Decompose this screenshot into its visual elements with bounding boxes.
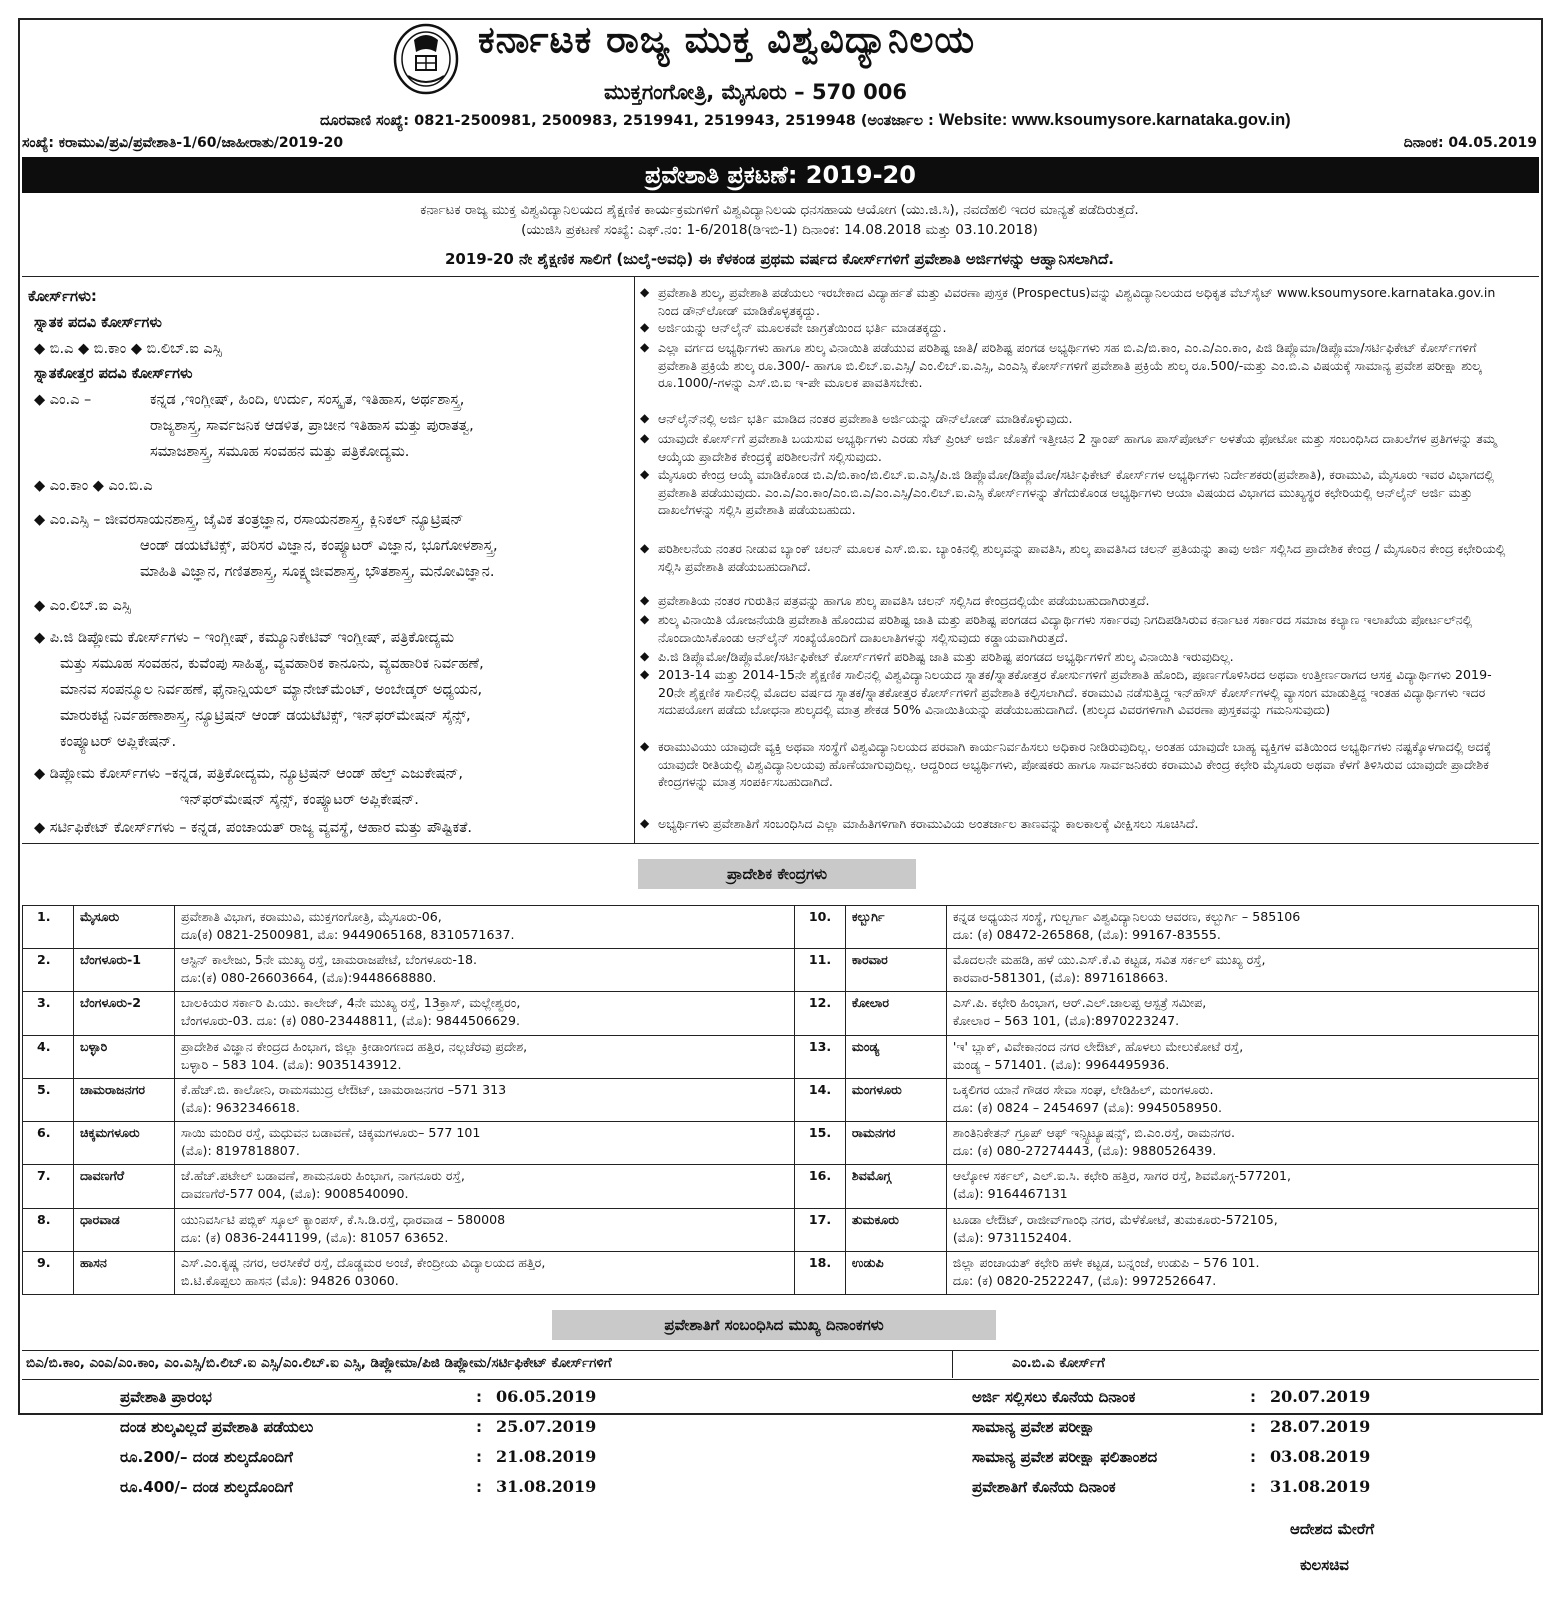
bullet-icon: ◆ [640, 593, 650, 607]
msc-subjects: ಮಾಹಿತಿ ವಿಜ್ಞಾನ, ಗಣಿತಶಾಸ್ತ್ರ, ಸೂಕ್ಷ್ಮಜೀವಶಾಸ್ತ್ರ, ಭೌತಶಾಸ್ತ್ರ, ಮನೋವಿಜ್ಞಾನ. [140, 564, 495, 580]
centre-address: ಸಾಯಿ ಮಂದಿರ ರಸ್ತೆ, ಮಧುವನ ಬಡಾವಣೆ, ಚಿಕ್ಕಮಗಳೂರು– 577 101 (ಮೊ): 8197818807. [175, 1122, 795, 1165]
date-label: ಸಾಮಾನ್ಯ ಪ್ರವೇಶ ಪರೀಕ್ಷಾ ಫಲಿತಾಂಶದ [972, 1448, 1158, 1466]
ma-label: ◆ ಎಂ.ಎ – [34, 392, 92, 408]
university-emblem-icon [392, 22, 460, 96]
bullet-icon: ◆ [640, 320, 650, 334]
date-value: 03.08.2019 [1270, 1447, 1371, 1466]
bullet-icon: ◆ [640, 431, 650, 445]
centre-address: 'ಇ' ಬ್ಲಾಕ್, ವಿವೇಕಾನಂದ ನಗರ ಲೇಔಟ್, ಹೊಳಲು ಮೇಲುಕೋಟೆ ರಸ್ತೆ, ಮಂಡ್ಯ – 571401. (ಮೊ): 9964495936. [946, 1035, 1538, 1078]
ug-heading: ಸ್ನಾತಕ ಪದವಿ ಕೋರ್ಸ್‌ಗಳು [34, 315, 162, 331]
msc-subjects: ◆ ಎಂ.ಎಸ್ಸಿ – ಜೀವರಸಾಯನಶಾಸ್ತ್ರ, ಜೈವಿಕ ತಂತ್ರಜ್ಞಾನ, ರಸಾಯನಶಾಸ್ತ್ರ, ಕ್ಲಿನಿಕಲ್ ನ್ಯೂಟ್ರಿಷನ್ [34, 512, 464, 528]
date-label: ಪ್ರವೇಶಾತಿ ಪ್ರಾರಂಭ [120, 1388, 212, 1406]
centre-address: ಎಸ್.ಪಿ. ಕಛೇರಿ ಹಿಂಭಾಗ, ಆರ್.ಎಲ್.ಜಾಲಪ್ಪ ಆಸ್ಪತ್ರೆ ಸಮೀಪ, ಕೋಲಾರ – 563 101, (ಮೊ):8970223247. [946, 992, 1538, 1035]
bullet-icon: ◆ [640, 340, 650, 354]
table-row: 1. ಮೈಸೂರು ಪ್ರವೇಶಾತಿ ವಿಭಾಗ, ಕರಾಮುವಿ, ಮುಕ್ತಗಂಗೋತ್ರಿ, ಮೈಸೂರು-06, ದೂ(ಕ) 0821-2500981, ಮೊ: 9449065168, 8310571637. 10. ಕಲ್ಬುರ್ಗಿ ಕನ್ನಡ ಅಧ್ಯಯನ ಸಂಸ್ಥೆ, ಗುಲ್ಬರ್ಗಾ ವಿಶ್ವವಿದ್ಯಾನಿಲಯ ಆವರಣ, ಕಲ್ಬುರ್ಗಿ – 585106 ದೂ: (ಕ) 08472-265868, (ಮೊ): 99167-83555. [23, 906, 1539, 949]
date-value: 25.07.2019 [496, 1417, 597, 1436]
invitation-line: 2019-20 ನೇ ಶೈಕ್ಷಣಿಕ ಸಾಲಿಗೆ (ಜುಲೈ-ಅವಧಿ) ಈ ಕೆಳಕಂಡ ಪ್ರಥಮ ವರ್ಷದ ಕೋರ್ಸ್‌ಗಳಿಗೆ ಪ್ರವೇಶಾತಿ ಅರ್ಜಿಗಳನ್ನು ಆಹ್ವಾನಿಸಲಾಗಿದೆ. [444, 250, 1114, 268]
date-value: 31.08.2019 [496, 1477, 597, 1496]
bullet-icon: ◆ [640, 285, 650, 299]
instruction-item: ◆ ಎಲ್ಲಾ ವರ್ಗದ ಅಭ್ಯರ್ಥಿಗಳು ಹಾಗೂ ಶುಲ್ಕ ವಿನಾಯಿತಿ ಪಡೆಯುವ ಪರಿಶಿಷ್ಟ ಜಾತಿ/ ಪರಿಶಿಷ್ಟ ಪಂಗಡ ಅಭ್ಯರ್ಥಿಗಳು ಸಹ ಬಿ.ಎ/ಬಿ.ಕಾಂ, ಎಂ.ಎ/ಎಂ.ಕಾಂ, ಪಿಜಿ ಡಿಪ್ಲೊಮಾ/ಡಿಪ್ಲೊಮಾ/ಸರ್ಟಿಫಿಕೇಟ್ ಕೋರ್ಸ್‌ಗಳಿಗೆ ಪ್ರವೇಶಾತಿ ಪ್ರಕ್ರಿಯೆ ಶುಲ್ಕ ರೂ.300/- ಹಾಗೂ ಬಿ.ಲಿಬ್.ಐ.ಎಸ್ಸಿ/ ಎಂ.ಲಿಬ್.ಐ.ಎಸ್ಸಿ, ಎಂಎಸ್ಸಿ ಕೋರ್ಸ್‌ಗಳಿಗೆ ಪ್ರವೇಶಾತಿ ಪ್ರಕ್ರಿಯೆ ಶುಲ್ಕ ರೂ.500/-ಮತ್ತು ಎಂ.ಬಿ.ಎ ವಿಷಯಕ್ಕೆ ಸಾಮಾನ್ಯ ಪ್ರವೇಶ ಪರೀಕ್ಷಾ ಶುಲ್ಕ ರೂ.1000/-ಗಳನ್ನು ಎಸ್.ಬಿ.ಐ ಇ-ಪೇ ಮೂಲಕ ಪಾವತಿಸಬೇಕು. [640, 340, 1482, 390]
divider [22, 276, 1539, 277]
centre-address: ಶಾಂತಿನಿಕೇತನ್ ಗ್ರೂಪ್ ಆಫ್ ಇನ್ಸ್ಟಿಟ್ಯೂಷನ್ಸ್, ಬಿ.ಎಂ.ರಸ್ತೆ, ರಾಮನಗರ. ದೂ: (ಕ) 080-27274443, (ಮೊ): 9880526439. [946, 1122, 1538, 1165]
pg-diploma: ಮಾರುಕಟ್ಟೆ ನಿರ್ವಹಣಾಶಾಸ್ತ್ರ, ನ್ಯೂಟ್ರಿಷನ್ ಆಂಡ್ ಡಯಟೆಟಿಕ್ಸ್, ಇನ್‌ಫರ್‌ಮೇಷನ್ ಸೈನ್ಸ್, [60, 708, 471, 724]
instruction-item: ◆ ಮೈಸೂರು ಕೇಂದ್ರ ಆಯ್ಕೆ ಮಾಡಿಕೊಂಡ ಬಿ.ಎ/ಬಿ.ಕಾಂ/ಬಿ.ಲಿಬ್.ಐ.ಎಸ್ಸಿ/ಪಿ.ಜಿ ಡಿಪ್ಲೊಮೋ/ಡಿಪ್ಲೊಮೋ/ಸರ್ಟಿಫಿಕೇಟ್ ಕೋರ್ಸ್‌ಗಳ ಅಭ್ಯರ್ಥಿಗಳು ನಿರ್ದೇಶಕರು(ಪ್ರವೇಶಾತಿ), ಕರಾಮುವಿ, ಮೈಸೂರು ಇವರ ವಿಭಾಗದಲ್ಲಿ ಪ್ರವೇಶಾತಿ ಪಡೆಯುವುದು. ಎಂ.ಎ/ಎಂ.ಕಾಂ/ಎಂ.ಬಿ.ಎ/ಎಂ.ಎಸ್ಸಿ/ಎಂ.ಲಿಬ್.ಐ.ಎಸ್ಸಿ ಕೋರ್ಸ್‌ಗಳನ್ನು ತೆಗೆದುಕೊಂಡ ಅಭ್ಯರ್ಥಿಗಳು ಆಯಾ ವಿಷಯದ ವಿಭಾಗದ ಮುಖ್ಯಸ್ಥರ ಕಛೇರಿಯಲ್ಲಿ ಆನ್‌ಲೈನ್ ಅರ್ಜಿ ಮತ್ತು ದಾಖಲೆಗಳನ್ನು ಸಲ್ಲಿಸಿ ಪ್ರವೇಶಾತಿ ಪಡೆಯಬಹುದು. [640, 467, 1494, 517]
dates-right-heading: ಎಂ.ಬಿ.ಎ ಕೋರ್ಸ್‌ಗೆ [1012, 1355, 1105, 1371]
instruction-item: ◆ ಪರಿಶೀಲನೆಯ ನಂತರ ನೀಡುವ ಬ್ಯಾಂಕ್ ಚಲನ್ ಮೂಲಕ ಎಸ್.ಬಿ.ಐ. ಬ್ಯಾಂಕಿನಲ್ಲಿ ಶುಲ್ಕವನ್ನು ಪಾವತಿಸಿ, ಶುಲ್ಕ ಪಾವತಿಸಿದ ಚಲನ್ ಪ್ರತಿಯನ್ನು ತಾವು ಅರ್ಜಿ ಸಲ್ಲಿಸಿದ ಪ್ರಾದೇಶಿಕ ಕೇಂದ್ರ / ಮೈಸೂರಿನ ಕೇಂದ್ರ ಕಛೇರಿಯಲ್ಲಿ ಸಲ್ಲಿಸಿ ಪ್ರವೇಶಾತಿ ಪಡೆಯಬಹುದಾಗಿದೆ. [640, 541, 1506, 574]
ma-subjects: ಕನ್ನಡ ,ಇಂಗ್ಲೀಷ್, ಹಿಂದಿ, ಉರ್ದು, ಸಂಸ್ಕೃತ, ಇತಿಹಾಸ, ಅರ್ಥಶಾಸ್ತ್ರ, [150, 392, 465, 408]
centre-address: ಬಾಲಕಿಯರ ಸರ್ಕಾರಿ ಪಿ.ಯು. ಕಾಲೇಜ್, 4ನೇ ಮುಖ್ಯ ರಸ್ತೆ, 13ಕ್ರಾಸ್, ಮಲ್ಲೇಶ್ವರಂ, ಬೆಂಗಳೂರು-03. ದೂ: (ಕ) 080-23448811, (ಮೊ): 9844506629. [175, 992, 795, 1035]
table-row: 8. ಧಾರವಾಡ ಯುನಿವರ್ಸಿಟಿ ಪಬ್ಲಿಕ್ ಸ್ಕೂಲ್ ಕ್ಯಾಂಪಸ್, ಕೆ.ಸಿ.ಡಿ.ರಸ್ತೆ, ಧಾರವಾಡ – 580008 ದೂ: (ಕ) 0836-2441199, (ಮೊ): 81057 63652. 17. ತುಮಕೂರು ಟೂಡಾ ಲೇಔಟ್, ರಾಜೀವ್‌ಗಾಂಧಿ ನಗರ, ಮೆಳೆಕೋಟೆ, ತುಮಕೂರು-572105, (ಮೊ): 9731152404. [23, 1208, 1539, 1251]
diploma-courses: ಇನ್‌ಫರ್‌ಮೇಷನ್ ಸೈನ್ಸ್, ಕಂಪ್ಯೂಟರ್ ಅಪ್ಲಿಕೇಷನ್. [180, 792, 419, 808]
phone-numbers: ದೂರವಾಣಿ ಸಂಖ್ಯೆ: 0821-2500981, 2500983, 2519941, 2519943, 2519948 (ಅಂತರ್ಜಾಲ : [320, 113, 934, 129]
bullet-icon: ◆ [640, 667, 650, 681]
instruction-item: ◆ ಯಾವುದೇ ಕೋರ್ಸ್‌ಗೆ ಪ್ರವೇಶಾತಿ ಬಯಸುವ ಅಭ್ಯರ್ಥಿಗಳು ಎರಡು ಸೆಟ್ ಪ್ರಿಂಟ್ ಅರ್ಜಿ ಜೊತೆಗೆ ಇತ್ತೀಚಿನ 2 ಸ್ಟಾಂಪ್ ಹಾಗೂ ಪಾಸ್‌ಪೋರ್ಟ್ ಅಳತೆಯ ಫೋಟೋ ಮತ್ತು ಸಂಬಂಧಿಸಿದ ದಾಖಲೆಗಳ ಪ್ರತಿಗಳನ್ನು ತಮ್ಮ ಆಯ್ಕೆಯ ಪ್ರಾದೇಶಿಕ ಕೇಂದ್ರಕ್ಕೆ ಪರಿಶೀಲನೆಗೆ ಸಲ್ಲಿಸುವುದು. [640, 431, 1497, 464]
date-value: 31.08.2019 [1270, 1477, 1371, 1496]
bullet-icon: ◆ [640, 816, 650, 830]
ug-course-list: ◆ ಬಿ.ಎ ◆ ಬಿ.ಕಾಂ ◆ ಬಿ.ಲಿಬ್.ಐ ಎಸ್ಸಿ [34, 341, 222, 357]
table-row: 5. ಚಾಮರಾಜನಗರ ಕೆ.ಹೆಚ್.ಬಿ. ಕಾಲೋನಿ, ರಾಮಸಮುದ್ರ ಲೇಔಟ್, ಚಾಮರಾಜನಗರ –571 313 (ಮೊ): 9632346618. 14. ಮಂಗಳೂರು ಒಕ್ಕಲಿಗರ ಯಾನೆ ಗೌಡರ ಸೇವಾ ಸಂಘ, ಲೇಡಿಹಿಲ್, ಮಂಗಳೂರು. ದೂ: (ಕ) 0824 – 2454697 (ಮೊ): 9945058950. [23, 1078, 1539, 1121]
instruction-item: ◆ ಪ್ರವೇಶಾತಿಯ ನಂತರ ಗುರುತಿನ ಪತ್ರವನ್ನು ಹಾಗೂ ಶುಲ್ಕ ಪಾವತಿಸಿ ಚಲನ್ ಸಲ್ಲಿಸಿದ ಕೇಂದ್ರದಲ್ಲಿಯೇ ಪಡೆಯಬಹುದಾಗಿರುತ್ತದೆ. [640, 593, 1150, 608]
pg-diploma: ಕಂಪ್ಯೂಟರ್ ಅಪ್ಲಿಕೇಷನ್. [60, 734, 177, 750]
ma-subjects: ರಾಜ್ಯಶಾಸ್ತ್ರ, ಸಾರ್ವಜನಿಕ ಆಡಳಿತ, ಪ್ರಾಚೀನ ಇತಿಹಾಸ ಮತ್ತು ಪುರಾತತ್ವ, [150, 418, 474, 434]
table-row: 4. ಬಳ್ಳಾರಿ ಪ್ರಾದೇಶಿಕ ವಿಜ್ಞಾನ ಕೇಂದ್ರದ ಹಿಂಭಾಗ, ಜಿಲ್ಲಾ ಕ್ರೀಡಾಂಗಣದ ಹತ್ತಿರ, ನಲ್ಲಚೆರವು ಪ್ರದೇಶ, ಬಳ್ಳಾರಿ – 583 104. (ಮೊ): 9035143912. 13. ಮಂಡ್ಯ 'ಇ' ಬ್ಲಾಕ್, ವಿವೇಕಾನಂದ ನಗರ ಲೇಔಟ್, ಹೊಳಲು ಮೇಲುಕೋಟೆ ರಸ್ತೆ, ಮಂಡ್ಯ – 571401. (ಮೊ): 9964495936. [23, 1035, 1539, 1078]
date-value: 06.05.2019 [496, 1387, 597, 1406]
centre-address: ಪ್ರವೇಶಾತಿ ವಿಭಾಗ, ಕರಾಮುವಿ, ಮುಕ್ತಗಂಗೋತ್ರಿ, ಮೈಸೂರು-06, ದೂ(ಕ) 0821-2500981, ಮೊ: 9449065168, 8310571637. [175, 906, 795, 949]
centre-address: ಮೊದಲನೇ ಮಹಡಿ, ಹಳೆ ಯು.ಎಸ್.ಕೆ.ವಿ ಕಟ್ಟಡ, ಸವಿತ ಸರ್ಕಲ್ ಮುಖ್ಯ ರಸ್ತೆ, ಕಾರವಾರ-581301, (ಮೊ): 8971618663. [946, 949, 1538, 992]
admission-banner: ಪ್ರವೇಶಾತಿ ಪ್ರಕಟಣೆ: 2019-20 [22, 157, 1539, 193]
regional-centres-table [22, 905, 1539, 1295]
pg-diploma: ಮಾನವ ಸಂಪನ್ಮೂಲ ನಿರ್ವಹಣೆ, ಫೈನಾನ್ಷಿಯಲ್ ಮ್ಯಾನೇಜ್‌ಮೆಂಟ್, ಅಂಬೇಡ್ಕರ್ ಅಧ್ಯಯನ, [60, 682, 483, 698]
date-label: ಅರ್ಜಿ ಸಲ್ಲಿಸಲು ಕೊನೆಯ ದಿನಾಂಕ [972, 1388, 1136, 1406]
contact-line [320, 111, 1291, 130]
centre-address: ಎಸ್.ಎಂ.ಕೃಷ್ಣ ನಗರ, ಅರಸೀಕೆರೆ ರಸ್ತೆ, ದೊಡ್ಡಮರ ಅಂಚೆ, ಕೇಂದ್ರೀಯ ವಿದ್ಯಾಲಯದ ಹತ್ತಿರ, ಬಿ.ಟಿ.ಕೊಪ್ಪಲು ಹಾಸನ (ಮೊ): 94826 03060. [175, 1251, 795, 1294]
date-value: 20.07.2019 [1270, 1387, 1371, 1406]
ugc-reference: (ಯುಜಿಸಿ ಪ್ರಕಟಣೆ ಸಂಖ್ಯೆ: ಎಫ್.ನಂ: 1-6/2018(ಡಿಇಬಿ-1) ದಿನಾಂಕ: 14.08.2018 ಮತ್ತು 03.10.2018) [521, 222, 1038, 238]
instruction-item: ◆ 2013-14 ಮತ್ತು 2014-15ನೇ ಶೈಕ್ಷಣಿಕ ಸಾಲಿನಲ್ಲಿ ವಿಶ್ವವಿದ್ಯಾನಿಲಯದ ಸ್ನಾತಕ/ಸ್ನಾತಕೋತ್ತರ ಕೋರ್ಸುಗಳಿಗೆ ಪ್ರವೇಶಾತಿ ಹೊಂದಿ, ಪೂರ್ಣಗೊಳಿಸಿರದ ಅಥವಾ ಉತ್ತೀರ್ಣರಾಗದ ಆಸಕ್ತ ವಿದ್ಯಾರ್ಥಿಗಳು 2019-20ನೇ ಶೈಕ್ಷಣಿಕ ಸಾಲಿನಲ್ಲಿ ಮೊದಲ ವರ್ಷದ ಸ್ನಾತಕ/ಸ್ನಾತಕೋತ್ತರ ಕೋರ್ಸ್‌ಗಳಿಗೆ ಪ್ರವೇಶಾತಿ ಕಲ್ಪಿಸಲಾಗಿದೆ. ಕರಾಮುವಿ ನಡೆಸುತ್ತಿದ್ದ ಇನ್‌ಹೌಸ್ ಕೋರ್ಸ್‌ಗಳಲ್ಲಿ ವ್ಯಾಸಂಗ ಮಾಡುತ್ತಿದ್ದ ಇಂತಹ ವಿದ್ಯಾರ್ಥಿಗಳು ಇದರ ಸದುಪಯೋಗ ಪಡೆದು ಬೋಧನಾ ಶುಲ್ಕದಲ್ಲಿ ಮಾತ್ರ ಶೇಕಡ 50% ವಿನಾಯಿತಿಯನ್ನು ಪಡೆಯಬಹುದಾಗಿದೆ. (ಶುಲ್ಕದ ವಿವರಗಳಿಗಾಗಿ ವಿವರಣಾ ಪುಸ್ತಕವನ್ನು ಗಮನಿಸುವುದು) [640, 667, 1492, 717]
date-label: ಸಾಮಾನ್ಯ ಪ್ರವೇಶ ಪರೀಕ್ಷಾ [972, 1418, 1095, 1436]
centre-address: ಕೆ.ಹೆಚ್.ಬಿ. ಕಾಲೋನಿ, ರಾಮಸಮುದ್ರ ಲೇಔಟ್, ಚಾಮರಾಜನಗರ –571 313 (ಮೊ): 9632346618. [175, 1078, 795, 1121]
date-label: ರೂ.200/– ದಂಡ ಶುಲ್ಕದೊಂದಿಗೆ [120, 1448, 293, 1466]
centre-address: ಜೆ.ಹೆಚ್.ಪಟೇಲ್ ಬಡಾವಣೆ, ಶಾಮನೂರು ಹಿಂಭಾಗ, ನಾಗನೂರು ರಸ್ತೆ, ದಾವಣಗೆರೆ-577 004, (ಮೊ): 9008540090. [175, 1165, 795, 1208]
centre-address: ಒಕ್ಕಲಿಗರ ಯಾನೆ ಗೌಡರ ಸೇವಾ ಸಂಘ, ಲೇಡಿಹಿಲ್, ಮಂಗಳೂರು. ದೂ: (ಕ) 0824 – 2454697 (ಮೊ): 9945058950. [946, 1078, 1538, 1121]
pg-diploma: ಮತ್ತು ಸಮೂಹ ಸಂವಹನ, ಕುವೆಂಪು ಸಾಹಿತ್ಯ, ವ್ಯವಹಾರಿಕ ಕಾನೂನು, ವ್ಯವಹಾರಿಕ ನಿರ್ವಹಣೆ, [60, 656, 484, 672]
signatory: ಕುಲಸಚಿವ [1300, 1556, 1349, 1574]
bullet-icon: ◆ [640, 649, 650, 663]
university-address: ಮುಕ್ತಗಂಗೋತ್ರಿ, ಮೈಸೂರು – 570 006 [604, 80, 907, 104]
instruction-item: ◆ ಪಿ.ಜಿ ಡಿಪ್ಲೊಮೋ/ಡಿಪ್ಲೊಮೋ/ಸರ್ಟಿಫಿಕೇಟ್ ಕೋರ್ಸ್‌ಗಳಿಗೆ ಪರಿಶಿಷ್ಟ ಜಾತಿ ಮತ್ತು ಪರಿಶಿಷ್ಟ ಪಂಗಡದ ಅಭ್ಯರ್ಥಿಗಳಿಗೆ ಶುಲ್ಕ ವಿನಾಯಿತಿ ಇರುವುದಿಲ್ಲ. [640, 649, 1234, 664]
ugc-recognition: ಕರ್ನಾಟಕ ರಾಜ್ಯ ಮುಕ್ತ ವಿಶ್ವವಿದ್ಯಾನಿಲಯದ ಶೈಕ್ಷಣಿಕ ಕಾರ್ಯಕ್ರಮಗಳಿಗೆ ವಿಶ್ವವಿದ್ಯಾನಿಲಯ ಧನಸಹಾಯ ಆಯೋಗ (ಯು.ಜಿ.ಸಿ), ನವದೆಹಲಿ ಇದರ ಮಾನ್ಯತೆ ಪಡೆದಿರುತ್ತದೆ. [420, 202, 1139, 218]
centre-address: ಯುನಿವರ್ಸಿಟಿ ಪಬ್ಲಿಕ್ ಸ್ಕೂಲ್ ಕ್ಯಾಂಪಸ್, ಕೆ.ಸಿ.ಡಿ.ರಸ್ತೆ, ಧಾರವಾಡ – 580008 ದೂ: (ಕ) 0836-2441199, (ಮೊ): 81057 63652. [175, 1208, 795, 1251]
notification-page: ಕರ್ನಾಟಕ ರಾಜ್ಯ ಮುಕ್ತ ವಿಶ್ವವಿದ್ಯಾನಿಲಯ ಮುಕ್ತಗಂಗೋತ್ರಿ, ಮೈಸೂರು – 570 006 ದೂರವಾಣಿ ಸಂಖ್ಯೆ: 0821-2500981, 2500983, 2519941, 2519943, 2519948 (ಅಂತರ್ಜಾಲ : Website: www.ksoumysore.karnataka.gov.in) ಸಂಖ್ಯೆ: ಕರಾಮುವಿ/ಪ್ರವಿ/ಪ್ರವೇಶಾತಿ-1/60/ಜಾಹೀರಾತು/2019-20 ದಿನಾಂಕ: 04.05.2019 ಪ್ರವೇಶಾತಿ ಪ್ರಕಟಣೆ: 2019-20 ಕರ್ನಾಟಕ ರಾಜ್ಯ ಮುಕ್ತ ವಿಶ್ವವಿದ್ಯಾನಿಲಯದ ಶೈಕ್ಷಣಿಕ ಕಾರ್ಯಕ್ರಮಗಳಿಗೆ ವಿಶ್ವವಿದ್ಯಾನಿಲಯ ಧನಸಹಾಯ ಆಯೋಗ (ಯು.ಜಿ.ಸಿ), ನವದೆಹಲಿ ಇದರ ಮಾನ್ಯತೆ ಪಡೆದಿರುತ್ತದೆ. (ಯುಜಿಸಿ ಪ್ರಕಟಣೆ ಸಂಖ್ಯೆ: ಎಫ್.ನಂ: 1-6/2018(ಡಿಇಬಿ-1) ದಿನಾಂಕ: 14.08.2018 ಮತ್ತು 03.10.2018) 2019-20 ನೇ ಶೈಕ್ಷಣಿಕ ಸಾಲಿಗೆ (ಜುಲೈ-ಅವಧಿ) ಈ ಕೆಳಕಂಡ ಪ್ರಥಮ ವರ್ಷದ ಕೋರ್ಸ್‌ಗಳಿಗೆ ಪ್ರವೇಶಾತಿ ಅರ್ಜಿಗಳನ್ನು ಆಹ್ವಾನಿಸಲಾಗಿದೆ. ಕೋರ್ಸ್‌ಗಳು: ಸ್ನಾತಕ ಪದವಿ ಕೋರ್ಸ್‌ಗಳು ◆ ಬಿ.ಎ ◆ ಬಿ.ಕಾಂ ◆ ಬಿ.ಲಿಬ್.ಐ ಎಸ್ಸಿ ಸ್ನಾತಕೋತ್ತರ ಪದವಿ ಕೋರ್ಸ್‌ಗಳು ◆ ಎಂ.ಎ – ಕನ್ನಡ ,ಇಂಗ್ಲೀಷ್, ಹಿಂದಿ, ಉರ್ದು, ಸಂಸ್ಕೃತ, ಇತಿಹಾಸ, ಅರ್ಥಶಾಸ್ತ್ರ, ರಾಜ್ಯಶಾಸ್ತ್ರ, ಸಾರ್ವಜನಿಕ ಆಡಳಿತ, ಪ್ರಾಚೀನ ಇತಿಹಾಸ ಮತ್ತು ಪುರಾತತ್ವ, ಸಮಾಜಶಾಸ್ತ್ರ, ಸಮೂಹ ಸಂವಹನ ಮತ್ತು ಪತ್ರಿಕೋದ್ಯಮ. ◆ ಎಂ.ಕಾಂ ◆ ಎಂ.ಬಿ.ಎ ◆ ಎಂ.ಎಸ್ಸಿ – ಜೀವರಸಾಯನಶಾಸ್ತ್ರ, ಜೈವಿಕ ತಂತ್ರಜ್ಞಾನ, ರಸಾಯನಶಾಸ್ತ್ರ, ಕ್ಲಿನಿಕಲ್ ನ್ಯೂಟ್ರಿಷನ್ ಆಂಡ್ ಡಯಟೆಟಿಕ್ಸ್, ಪರಿಸರ ವಿಜ್ಞಾನ, ಕಂಪ್ಯೂಟರ್ ವಿಜ್ಞಾನ, ಭೂಗೋಳಶಾಸ್ತ್ರ, ಮಾಹಿತಿ ವಿಜ್ಞಾನ, ಗಣಿತಶಾಸ್ತ್ರ, ಸೂಕ್ಷ್ಮಜೀವಶಾಸ್ತ್ರ, ಭೌತಶಾಸ್ತ್ರ, ಮನೋವಿಜ್ಞಾನ. ◆ ಎಂ.ಲಿಬ್.ಐ ಎಸ್ಸಿ ◆ ಪಿ.ಜಿ ಡಿಪ್ಲೋಮ ಕೋರ್ಸ್‌ಗಳು – ಇಂಗ್ಲೀಷ್, ಕಮ್ಯೂನಿಕೇಟಿವ್ ಇಂಗ್ಲೀಷ್, ಪತ್ರಿಕೋದ್ಯಮ ಮತ್ತು ಸಮೂಹ ಸಂವಹನ, ಕುವೆಂಪು ಸಾಹಿತ್ಯ, ವ್ಯವಹಾರಿಕ ಕಾನೂನು, ವ್ಯವಹಾರಿಕ ನಿರ್ವಹಣೆ, ಮಾನವ ಸಂಪನ್ಮೂಲ ನಿರ್ವಹಣೆ, ಫೈನಾನ್ಷಿಯಲ್ ಮ್ಯಾನೇಜ್‌ಮೆಂಟ್, ಅಂಬೇಡ್ಕರ್ ಅಧ್ಯಯನ, ಮಾರುಕಟ್ಟೆ ನಿರ್ವಹಣಾಶಾಸ್ತ್ರ, ನ್ಯೂಟ್ರಿಷನ್ ಆಂಡ್ ಡಯಟೆಟಿಕ್ಸ್, ಇನ್‌ಫರ್‌ಮೇಷನ್ ಸೈನ್ಸ್, ಕಂಪ್ಯೂಟರ್ ಅಪ್ಲಿಕೇಷನ್. ◆ ಡಿಪ್ಲೋಮ ಕೋರ್ಸ್‌ಗಳು –ಕನ್ನಡ, ಪತ್ರಿಕೋದ್ಯಮ, ನ್ಯೂಟ್ರಿಷನ್ ಆಂಡ್ ಹೆಲ್ತ್ ಎಜುಕೇಷನ್, ಇನ್‌ಫರ್‌ಮೇಷನ್ ಸೈನ್ಸ್, ಕಂಪ್ಯೂಟರ್ ಅಪ್ಲಿಕೇಷನ್. ◆ ಸರ್ಟಿಫಿಕೇಟ್ ಕೋರ್ಸ್‌ಗಳು – ಕನ್ನಡ, ಪಂಚಾಯತ್ ರಾಜ್ಯ ವ್ಯವಸ್ಥೆ, ಆಹಾರ ಮತ್ತು ಪೌಷ್ಟಿಕತೆ. ◆ ಪ್ರವೇಶಾತಿ ಶುಲ್ಕ, ಪ್ರವೇಶಾತಿ ಪಡೆಯಲು ಇರಬೇಕಾದ ವಿದ್ಯಾರ್ಹತೆ ಮತ್ತು ವಿವರಣಾ ಪುಸ್ತಕ (Prospectus)ವನ್ನು ವಿಶ್ವವಿದ್ಯಾನಿಲಯದ ಅಧಿಕೃತ ವೆಬ್‌ಸೈಟ್ www.ksoumysore.karnataka.gov.in ನಿಂದ ಡೌನ್‌ಲೋಡ್ ಮಾಡಿಕೊಳ್ಳತಕ್ಕದ್ದು. ◆ ಅರ್ಜಿಯನ್ನು ಆನ್‌ಲೈನ್ ಮೂಲಕವೇ ಜಾಗ್ರತೆಯಿಂದ ಭರ್ತಿ ಮಾಡತಕ್ಕದ್ದು. ◆ ಎಲ್ಲಾ ವರ್ಗದ ಅಭ್ಯರ್ಥಿಗಳು ಹಾಗೂ ಶುಲ್ಕ ವಿನಾಯಿತಿ ಪಡೆಯುವ ಪರಿಶಿಷ್ಟ ಜಾತಿ/ ಪರಿಶಿಷ್ಟ ಪಂಗಡ ಅಭ್ಯರ್ಥಿಗಳು ಸಹ ಬಿ.ಎ/ಬಿ.ಕಾಂ, ಎಂ.ಎ/ಎಂ.ಕಾಂ, ಪಿಜಿ ಡಿಪ್ಲೊಮಾ/ಡಿಪ್ಲೊಮಾ/ಸರ್ಟಿಫಿಕೇಟ್ ಕೋರ್ಸ್‌ಗಳಿಗೆ ಪ್ರವೇಶಾತಿ ಪ್ರಕ್ರಿಯೆ ಶುಲ್ಕ ರೂ.300/- ಹಾಗೂ ಬಿ.ಲಿಬ್.ಐ.ಎಸ್ಸಿ/ ಎಂ.ಲಿಬ್.ಐ.ಎಸ್ಸಿ, ಎಂಎಸ್ಸಿ ಕೋರ್ಸ್‌ಗಳಿಗೆ ಪ್ರವೇಶಾತಿ ಪ್ರಕ್ರಿಯೆ ಶುಲ್ಕ ರೂ.500/-ಮತ್ತು ಎಂ.ಬಿ.ಎ ವಿಷಯಕ್ಕೆ ಸಾಮಾನ್ಯ ಪ್ರವೇಶ ಪರೀಕ್ಷಾ ಶುಲ್ಕ ರೂ.1000/-ಗಳನ್ನು ಎಸ್.ಬಿ.ಐ ಇ-ಪೇ ಮೂಲಕ ಪಾವತಿಸಬೇಕು. ◆ ಆನ್‌ಲೈನ್‌ನಲ್ಲಿ ಅರ್ಜಿ ಭರ್ತಿ ಮಾಡಿದ ನಂತರ ಪ್ರವೇಶಾತಿ ಅರ್ಜಿಯನ್ನು ಡೌನ್‌ಲೋಡ್ ಮಾಡಿಕೊಳ್ಳುವುದು. ◆ ಯಾವುದೇ ಕೋರ್ಸ್‌ಗೆ ಪ್ರವೇಶಾತಿ ಬಯಸುವ ಅಭ್ಯರ್ಥಿಗಳು ಎರಡು ಸೆಟ್ ಪ್ರಿಂಟ್ ಅರ್ಜಿ ಜೊತೆಗೆ ಇತ್ತೀಚಿನ 2 ಸ್ಟಾಂಪ್ ಹಾಗೂ ಪಾಸ್‌ಪೋರ್ಟ್ ಅಳತೆಯ ಫೋಟೋ ಮತ್ತು ಸಂಬಂಧಿಸಿದ ದಾಖಲೆಗಳ ಪ್ರತಿಗಳನ್ನು ತಮ್ಮ ಆಯ್ಕೆಯ ಪ್ರಾದೇಶಿಕ ಕೇಂದ್ರಕ್ಕೆ ಪರಿಶೀಲನೆಗೆ ಸಲ್ಲಿಸುವುದು. ◆ ಮೈಸೂರು ಕೇಂದ್ರ ಆಯ್ಕೆ ಮಾಡಿಕೊಂಡ ಬಿ.ಎ/ಬಿ.ಕಾಂ/ಬಿ.ಲಿಬ್.ಐ.ಎಸ್ಸಿ/ಪಿ.ಜಿ ಡಿಪ್ಲೊಮೋ/ಡಿಪ್ಲೊಮೋ/ಸರ್ಟಿಫಿಕೇಟ್ ಕೋರ್ಸ್‌ಗಳ ಅಭ್ಯರ್ಥಿಗಳು ನಿರ್ದೇಶಕರು(ಪ್ರವೇಶಾತಿ), ಕರಾಮುವಿ, ಮೈಸೂರು ಇವರ ವಿಭಾಗದಲ್ಲಿ ಪ್ರವೇಶಾತಿ ಪಡೆಯುವುದು. ಎಂ.ಎ/ಎಂ.ಕಾಂ/ಎಂ.ಬಿ.ಎ/ಎಂ.ಎಸ್ಸಿ/ಎಂ.ಲಿಬ್.ಐ.ಎಸ್ಸಿ ಕೋರ್ಸ್‌ಗಳನ್ನು ತೆಗೆದುಕೊಂಡ ಅಭ್ಯರ್ಥಿಗಳು ಆಯಾ ವಿಷಯದ ವಿಭಾಗದ ಮುಖ್ಯಸ್ಥರ ಕಛೇರಿಯಲ್ಲಿ ಆನ್‌ಲೈನ್ ಅರ್ಜಿ ಮತ್ತು ದಾಖಲೆಗಳನ್ನು ಸಲ್ಲಿಸಿ ಪ್ರವೇಶಾತಿ ಪಡೆಯಬಹುದು. ◆ ಪರಿಶೀಲನೆಯ ನಂತರ ನೀಡುವ ಬ್ಯಾಂಕ್ ಚಲನ್ ಮೂಲಕ ಎಸ್.ಬಿ.ಐ. ಬ್ಯಾಂಕಿನಲ್ಲಿ ಶುಲ್ಕವನ್ನು ಪಾವತಿಸಿ, ಶುಲ್ಕ ಪಾವತಿಸಿದ ಚಲನ್ ಪ್ರತಿಯನ್ನು ತಾವು ಅರ್ಜಿ ಸಲ್ಲಿಸಿದ ಪ್ರಾದೇಶಿಕ ಕೇಂದ್ರ / ಮೈಸೂರಿನ ಕೇಂದ್ರ ಕಛೇರಿಯಲ್ಲಿ ಸಲ್ಲಿಸಿ ಪ್ರವೇಶಾತಿ ಪಡೆಯಬಹುದಾಗಿದೆ. ◆ ಪ್ರವೇಶಾತಿಯ ನಂತರ ಗುರುತಿನ ಪತ್ರವನ್ನು ಹಾಗೂ ಶುಲ್ಕ ಪಾವತಿಸಿ ಚಲನ್ ಸಲ್ಲಿಸಿದ ಕೇಂದ್ರದಲ್ಲಿಯೇ ಪಡೆಯಬಹುದಾಗಿರುತ್ತದೆ. ◆ ಶುಲ್ಕ ವಿನಾಯಿತಿ ಯೋಜನೆಯಡಿ ಪ್ರವೇಶಾತಿ ಹೊಂದುವ ಪರಿಶಿಷ್ಟ ಜಾತಿ ಮತ್ತು ಪರಿಶಿಷ್ಟ ಪಂಗಡದ ವಿದ್ಯಾರ್ಥಿಗಳು ಸರ್ಕಾರವು ನಿಗದಿಪಡಿಸಿರುವ ಕರ್ನಾಟಕ ಸರ್ಕಾರದ ಸಮಾಜ ಕಲ್ಯಾಣ ಇಲಾಖೆಯ ಪೋರ್ಟಲ್‌ನಲ್ಲಿ ನೊಂದಾಯಿಸಿಕೊಂಡು ಆನ್‌ಲೈನ್ ಸಂಖ್ಯೆಯೊಂದಿಗೆ ದಾಖಲಾತಿಗಳನ್ನು ಸಲ್ಲಿಸುವುದು ಕಡ್ಡಾಯವಾಗಿರುತ್ತದೆ. ◆ ಪಿ.ಜಿ ಡಿಪ್ಲೊಮೋ/ಡಿಪ್ಲೊಮೋ/ಸರ್ಟಿಫಿಕೇಟ್ ಕೋರ್ಸ್‌ಗಳಿಗೆ ಪರಿಶಿಷ್ಟ ಜಾತಿ ಮತ್ತು ಪರಿಶಿಷ್ಟ ಪಂಗಡದ ಅಭ್ಯರ್ಥಿಗಳಿಗೆ ಶುಲ್ಕ ವಿನಾಯಿತಿ ಇರುವುದಿಲ್ಲ. ◆ 2013-14 ಮತ್ತು 2014-15ನೇ ಶೈಕ್ಷಣಿಕ ಸಾಲಿನಲ್ಲಿ ವಿಶ್ವವಿದ್ಯಾನಿಲಯದ ಸ್ನಾತಕ/ಸ್ನಾತಕೋತ್ತರ ಕೋರ್ಸುಗಳಿಗೆ ಪ್ರವೇಶಾತಿ ಹೊಂದಿ, ಪೂರ್ಣಗೊಳಿಸಿರದ ಅಥವಾ ಉತ್ತೀರ್ಣರಾಗದ ಆಸಕ್ತ ವಿದ್ಯಾರ್ಥಿಗಳು 2019-20ನೇ ಶೈಕ್ಷಣಿಕ ಸಾಲಿನಲ್ಲಿ ಮೊದಲ ವರ್ಷದ ಸ್ನಾತಕ/ಸ್ನಾತಕೋತ್ತರ ಕೋರ್ಸ್‌ಗಳಿಗೆ ಪ್ರವೇಶಾತಿ ಕಲ್ಪಿಸಲಾಗಿದೆ. ಕರಾಮುವಿ ನಡೆಸುತ್ತಿದ್ದ ಇನ್‌ಹೌಸ್ ಕೋರ್ಸ್‌ಗಳಲ್ಲಿ ವ್ಯಾಸಂಗ ಮಾಡುತ್ತಿದ್ದ ಇಂತಹ ವಿದ್ಯಾರ್ಥಿಗಳು ಇದರ ಸದುಪಯೋಗ ಪಡೆದು ಬೋಧನಾ ಶುಲ್ಕದಲ್ಲಿ ಮಾತ್ರ ಶೇಕಡ 50% ವಿನಾಯಿತಿಯನ್ನು ಪಡೆಯಬಹುದಾಗಿದೆ. (ಶುಲ್ಕದ ವಿವರಗಳಿಗಾಗಿ ವಿವರಣಾ ಪುಸ್ತಕವನ್ನು ಗಮನಿಸುವುದು) ◆ ಕರಾಮುವಿಯು ಯಾವುದೇ ವ್ಯಕ್ತಿ ಅಥವಾ ಸಂಸ್ಥೆಗೆ ವಿಶ್ವವಿದ್ಯಾನಿಲಯದ ಪರವಾಗಿ ಕಾರ್ಯನಿರ್ವಹಿಸಲು ಅಧಿಕಾರ ನೀಡಿರುವುದಿಲ್ಲ. ಅಂತಹ ಯಾವುದೇ ಬಾಹ್ಯ ವ್ಯಕ್ತಿಗಳ ವತಿಯಿಂದ ಅಭ್ಯರ್ಥಿಗಳು ನಷ್ಟಕ್ಕೊಳಗಾದಲ್ಲಿ ಅದಕ್ಕೆ ಯಾವುದೇ ರೀತಿಯಲ್ಲಿ ವಿಶ್ವವಿದ್ಯಾನಿಲಯವು ಹೊಣೆಯಾಗುವುದಿಲ್ಲ. ಆದ್ದರಿಂದ ಅಭ್ಯರ್ಥಿಗಳು, ಪೋಷಕರು ಹಾಗೂ ಸಾರ್ವಜನಿಕರು ಕರಾಮುವಿ ಕೇಂದ್ರ ಕಛೇರಿ ಮೈಸೂರು ಅಥವಾ ಕೆಳಗೆ ತಿಳಿಸಿರುವ ಯಾವುದೇ ಪ್ರಾದೇಶಿಕ ಕೇಂದ್ರಗಳನ್ನು ಮಾತ್ರ ಸಂಪರ್ಕಿಸಬಹುದಾಗಿದೆ. ◆ ಅಭ್ಯರ್ಥಿಗಳು ಪ್ರವೇಶಾತಿಗೆ ಸಂಬಂಧಿಸಿದ ಎಲ್ಲಾ ಮಾಹಿತಿಗಳಿಗಾಗಿ ಕರಾಮುವಿಯ ಅಂತರ್ಜಾಲ ತಾಣವನ್ನು ಕಾಲಕಾಲಕ್ಕೆ ವೀಕ್ಷಿಸಲು ಸೂಚಿಸಿದೆ. ಪ್ರಾದೇಶಿಕ ಕೇಂದ್ರಗಳು 1. ಮೈಸೂರು ಪ್ರವೇಶಾತಿ ವಿಭಾಗ, ಕರಾಮುವಿ, ಮುಕ್ತಗಂಗೋತ್ರಿ, ಮೈಸೂರು-06, ದೂ(ಕ) 0821-2500981, ಮೊ: 9449065168, 8310571637. 10. ಕಲ್ಬುರ್ಗಿ ಕನ್ನಡ ಅಧ್ಯಯನ ಸಂಸ್ಥೆ, ಗುಲ್ಬರ್ಗಾ ವಿಶ್ವವಿದ್ಯಾನಿಲಯ ಆವರಣ, ಕಲ್ಬುರ್ಗಿ – 585106 ದೂ: (ಕ) 08472-265868, (ಮೊ): 99167-83555. 2. ಬೆಂಗಳೂರು-1 ಆಸ್ಟಿನ್ ಕಾಲೇಜು, 5ನೇ ಮುಖ್ಯ ರಸ್ತೆ, ಚಾಮರಾಜಪೇಟೆ, ಬೆಂಗಳೂರು-18. ದೂ:(ಕ) 080-26603664, (ಮೊ):9448668880. 11. ಕಾರವಾರ ಮೊದಲನೇ ಮಹಡಿ, ಹಳೆ ಯು.ಎಸ್.ಕೆ.ವಿ ಕಟ್ಟಡ, ಸವಿತ ಸರ್ಕಲ್ ಮುಖ್ಯ ರಸ್ತೆ, ಕಾರವಾರ-581301, (ಮೊ): 8971618663. 3. ಬೆಂಗಳೂರು-2 ಬಾಲಕಿಯರ ಸರ್ಕಾರಿ ಪಿ.ಯು. ಕಾಲೇಜ್, 4ನೇ ಮುಖ್ಯ ರಸ್ತೆ, 13ಕ್ರಾಸ್, ಮಲ್ಲೇಶ್ವರಂ, ಬೆಂಗಳೂರು-03. ದೂ: (ಕ) 080-23448811, (ಮೊ): 9844506629. 12. ಕೋಲಾರ ಎಸ್.ಪಿ. ಕಛೇರಿ ಹಿಂಭಾಗ, ಆರ್.ಎಲ್.ಜಾಲಪ್ಪ ಆಸ್ಪತ್ರೆ ಸಮೀಪ, ಕೋಲಾರ – 563 101, (ಮೊ):8970223247. 4. ಬಳ್ಳಾರಿ ಪ್ರಾದೇಶಿಕ ವಿಜ್ಞಾನ ಕೇಂದ್ರದ ಹಿಂಭಾಗ, ಜಿಲ್ಲಾ ಕ್ರೀಡಾಂಗಣದ ಹತ್ತಿರ, ನಲ್ಲಚೆರವು ಪ್ರದೇಶ, ಬಳ್ಳಾರಿ – 583 104. (ಮೊ): 9035143912. 13. ಮಂಡ್ಯ 'ಇ' ಬ್ಲಾಕ್, ವಿವೇಕಾನಂದ ನಗರ ಲೇಔಟ್, ಹೊಳಲು ಮೇಲುಕೋಟೆ ರಸ್ತೆ, ಮಂಡ್ಯ – 571401. (ಮೊ): 9964495936. 5. ಚಾಮರಾಜನಗರ ಕೆ.ಹೆಚ್.ಬಿ. ಕಾಲೋನಿ, ರಾಮಸಮುದ್ರ ಲೇಔಟ್, ಚಾಮರಾಜನಗರ –571 313 (ಮೊ): 9632346618. 14. ಮಂಗಳೂರು ಒಕ್ಕಲಿಗರ ಯಾನೆ ಗೌಡರ ಸೇವಾ ಸಂಘ, ಲೇಡಿಹಿಲ್, ಮಂಗಳೂರು. ದೂ: (ಕ) 0824 – 2454697 (ಮೊ): 9945058950. 6. ಚಿಕ್ಕಮಗಳೂರು ಸಾಯಿ ಮಂದಿರ ರಸ್ತೆ, ಮಧುವನ ಬಡಾವಣೆ, ಚಿಕ್ಕಮಗಳೂರು– 577 101 (ಮೊ): 8197818807. 15. ರಾಮನಗರ ಶಾಂತಿನಿಕೇತನ್ ಗ್ರೂಪ್ ಆಫ್ ಇನ್ಸ್ಟಿಟ್ಯೂಷನ್ಸ್, ಬಿ.ಎಂ.ರಸ್ತೆ, ರಾಮನಗರ. ದೂ: (ಕ) 080-27274443, (ಮೊ): 9880526439. 7. ದಾವಣಗೆರೆ ಜೆ.ಹೆಚ್.ಪಟೇಲ್ ಬಡಾವಣೆ, ಶಾಮನೂರು ಹಿಂಭಾಗ, ನಾಗನೂರು ರಸ್ತೆ, ದಾವಣಗೆರೆ-577 004, (ಮೊ): 9008540090. 16. ಶಿವಮೊಗ್ಗ ಆಲ್ಕೋಳ ಸರ್ಕಲ್, ಎಲ್.ಐ.ಸಿ. ಕಛೇರಿ ಹತ್ತಿರ, ಸಾಗರ ರಸ್ತೆ, ಶಿವಮೊಗ್ಗ-577201, (ಮೊ): 9164467131 8. ಧಾರವಾಡ ಯುನಿವರ್ಸಿಟಿ ಪಬ್ಲಿಕ್ ಸ್ಕೂಲ್ ಕ್ಯಾಂಪಸ್, ಕೆ.ಸಿ.ಡಿ.ರಸ್ತೆ, ಧಾರವಾಡ – 580008 ದೂ: (ಕ) 0836-2441199, (ಮೊ): 81057 63652. 17. ತುಮಕೂರು ಟೂಡಾ ಲೇಔಟ್, ರಾಜೀವ್‌ಗಾಂಧಿ ನಗರ, ಮೆಳೆಕೋಟೆ, ತುಮಕೂರು-572105, (ಮೊ): 9731152404. 9. ಹಾಸನ ಎಸ್.ಎಂ.ಕೃಷ್ಣ ನಗರ, ಅರಸೀಕೆರೆ ರಸ್ತೆ, ದೊಡ್ಡಮರ ಅಂಚೆ, ಕೇಂದ್ರೀಯ ವಿದ್ಯಾಲಯದ ಹತ್ತಿರ, ಬಿ.ಟಿ.ಕೊಪ್ಪಲು ಹಾಸನ (ಮೊ): 94826 03060. 18. ಉಡುಪಿ ಜಿಲ್ಲಾ ಪಂಚಾಯತ್ ಕಛೇರಿ ಹಳೇ ಕಟ್ಟಡ, ಬನ್ನಂಜೆ, ಉಡುಪಿ – 576 101. ದೂ: (ಕ) 0820-2522247, (ಮೊ): 9972526647. ಪ್ರವೇಶಾತಿಗೆ ಸಂಬಂಧಿಸಿದ ಮುಖ್ಯ ದಿನಾಂಕಗಳು ಬಿಎ/ಬಿ.ಕಾಂ, ಎಂಎ/ಎಂ.ಕಾಂ, ಎಂ.ಎಸ್ಸಿ/ಬಿ.ಲಿಬ್.ಐ ಎಸ್ಸಿ/ಎಂ.ಲಿಬ್.ಐ ಎಸ್ಸಿ, ಡಿಪ್ಲೋಮಾ/ಪಿಜಿ ಡಿಪ್ಲೋಮ/ಸರ್ಟಿಫಿಕೇಟ್ ಕೋರ್ಸ್‌ಗಳಿಗೆ ಎಂ.ಬಿ.ಎ ಕೋರ್ಸ್‌ಗೆ ಪ್ರವೇಶಾತಿ ಪ್ರಾರಂಭ : 06.05.2019 ದಂಡ ಶುಲ್ಕವಿಲ್ಲದೆ ಪ್ರವೇಶಾತಿ ಪಡೆಯಲು : 25.07.2019 ರೂ.200/– ದಂಡ ಶುಲ್ಕದೊಂದಿಗೆ : 21.08.2019 ರೂ.400/– ದಂಡ ಶುಲ್ಕದೊಂದಿಗೆ : 31.08.2019 ಅರ್ಜಿ ಸಲ್ಲಿಸಲು ಕೊನೆಯ ದಿನಾಂಕ : 20.07.2019 ಸಾಮಾನ್ಯ ಪ್ರವೇಶ ಪರೀಕ್ಷಾ : 28.07.2019 ಸಾಮಾನ್ಯ ಪ್ರವೇಶ ಪರೀಕ್ಷಾ ಫಲಿತಾಂಶದ : 03.08.2019 ಪ್ರವೇಶಾತಿಗೆ ಕೊನೆಯ ದಿನಾಂಕ : 31.08.2019 ಆದೇಶದ ಮೇರೆಗೆ ಕುಲಸಚಿವ [0, 0, 1559, 1600]
order-line: ಆದೇಶದ ಮೇರೆಗೆ [1290, 1520, 1375, 1538]
certificate-courses: ◆ ಸರ್ಟಿಫಿಕೇಟ್ ಕೋರ್ಸ್‌ಗಳು – ಕನ್ನಡ, ಪಂಚಾಯತ್ ರಾಜ್ಯ ವ್ಯವಸ್ಥೆ, ಆಹಾರ ಮತ್ತು ಪೌಷ್ಟಿಕತೆ. [34, 820, 472, 836]
instruction-item: ◆ ಅರ್ಜಿಯನ್ನು ಆನ್‌ಲೈನ್ ಮೂಲಕವೇ ಜಾಗ್ರತೆಯಿಂದ ಭರ್ತಿ ಮಾಡತಕ್ಕದ್ದು. [640, 320, 947, 335]
reference-number: ಸಂಖ್ಯೆ: ಕರಾಮುವಿ/ಪ್ರವಿ/ಪ್ರವೇಶಾತಿ-1/60/ಜಾಹೀರಾತು/2019-20 [22, 135, 344, 151]
bullet-icon: ◆ [640, 612, 650, 626]
date-label: ದಂಡ ಶುಲ್ಕವಿಲ್ಲದೆ ಪ್ರವೇಶಾತಿ ಪಡೆಯಲು [120, 1418, 314, 1436]
table-row: 9. ಹಾಸನ ಎಸ್.ಎಂ.ಕೃಷ್ಣ ನಗರ, ಅರಸೀಕೆರೆ ರಸ್ತೆ, ದೊಡ್ಡಮರ ಅಂಚೆ, ಕೇಂದ್ರೀಯ ವಿದ್ಯಾಲಯದ ಹತ್ತಿರ, ಬಿ.ಟಿ.ಕೊಪ್ಪಲು ಹಾಸನ (ಮೊ): 94826 03060. 18. ಉಡುಪಿ ಜಿಲ್ಲಾ ಪಂಚಾಯತ್ ಕಛೇರಿ ಹಳೇ ಕಟ್ಟಡ, ಬನ್ನಂಜೆ, ಉಡುಪಿ – 576 101. ದೂ: (ಕ) 0820-2522247, (ಮೊ): 9972526647. [23, 1251, 1539, 1294]
mcom-mba: ◆ ಎಂ.ಕಾಂ ◆ ಎಂ.ಬಿ.ಎ [34, 478, 153, 494]
bullet-icon: ◆ [640, 467, 650, 481]
centre-address: ಆಸ್ಟಿನ್ ಕಾಲೇಜು, 5ನೇ ಮುಖ್ಯ ರಸ್ತೆ, ಚಾಮರಾಜಪೇಟೆ, ಬೆಂಗಳೂರು-18. ದೂ:(ಕ) 080-26603664, (ಮೊ):9448668880. [175, 949, 795, 992]
bullet-icon: ◆ [640, 541, 650, 555]
notice-date: ದಿನಾಂಕ: 04.05.2019 [1403, 135, 1537, 151]
date-label: ಪ್ರವೇಶಾತಿಗೆ ಕೊನೆಯ ದಿನಾಂಕ [972, 1478, 1116, 1496]
centre-address: ಟೂಡಾ ಲೇಔಟ್, ರಾಜೀವ್‌ಗಾಂಧಿ ನಗರ, ಮೆಳೆಕೋಟೆ, ತುಮಕೂರು-572105, (ಮೊ): 9731152404. [946, 1208, 1538, 1251]
diploma-courses: ◆ ಡಿಪ್ಲೋಮ ಕೋರ್ಸ್‌ಗಳು –ಕನ್ನಡ, ಪತ್ರಿಕೋದ್ಯಮ, ನ್ಯೂಟ್ರಿಷನ್ ಆಂಡ್ ಹೆಲ್ತ್ ಎಜುಕೇಷನ್, [34, 766, 463, 782]
instruction-item: ◆ ಪ್ರವೇಶಾತಿ ಶುಲ್ಕ, ಪ್ರವೇಶಾತಿ ಪಡೆಯಲು ಇರಬೇಕಾದ ವಿದ್ಯಾರ್ಹತೆ ಮತ್ತು ವಿವರಣಾ ಪುಸ್ತಕ (Prospectus)ವನ್ನು ವಿಶ್ವವಿದ್ಯಾನಿಲಯದ ಅಧಿಕೃತ ವೆಬ್‌ಸೈಟ್ www.ksoumysore.karnataka.gov.in ನಿಂದ ಡೌನ್‌ಲೋಡ್ ಮಾಡಿಕೊಳ್ಳತಕ್ಕದ್ದು. [640, 285, 1496, 318]
column-divider [634, 277, 635, 843]
pg-diploma: ◆ ಪಿ.ಜಿ ಡಿಪ್ಲೋಮ ಕೋರ್ಸ್‌ಗಳು – ಇಂಗ್ಲೀಷ್, ಕಮ್ಯೂನಿಕೇಟಿವ್ ಇಂಗ್ಲೀಷ್, ಪತ್ರಿಕೋದ್ಯಮ [34, 630, 455, 646]
table-row: 2. ಬೆಂಗಳೂರು-1 ಆಸ್ಟಿನ್ ಕಾಲೇಜು, 5ನೇ ಮುಖ್ಯ ರಸ್ತೆ, ಚಾಮರಾಜಪೇಟೆ, ಬೆಂಗಳೂರು-18. ದೂ:(ಕ) 080-26603664, (ಮೊ):9448668880. 11. ಕಾರವಾರ ಮೊದಲನೇ ಮಹಡಿ, ಹಳೆ ಯು.ಎಸ್.ಕೆ.ವಿ ಕಟ್ಟಡ, ಸವಿತ ಸರ್ಕಲ್ ಮುಖ್ಯ ರಸ್ತೆ, ಕಾರವಾರ-581301, (ಮೊ): 8971618663. [23, 949, 1539, 992]
centre-address: ಪ್ರಾದೇಶಿಕ ವಿಜ್ಞಾನ ಕೇಂದ್ರದ ಹಿಂಭಾಗ, ಜಿಲ್ಲಾ ಕ್ರೀಡಾಂಗಣದ ಹತ್ತಿರ, ನಲ್ಲಚೆರವು ಪ್ರದೇಶ, ಬಳ್ಳಾರಿ – 583 104. (ಮೊ): 9035143912. [175, 1035, 795, 1078]
bullet-icon: ◆ [640, 739, 650, 753]
date-value: 21.08.2019 [496, 1447, 597, 1466]
instruction-item: ◆ ಅಭ್ಯರ್ಥಿಗಳು ಪ್ರವೇಶಾತಿಗೆ ಸಂಬಂಧಿಸಿದ ಎಲ್ಲಾ ಮಾಹಿತಿಗಳಿಗಾಗಿ ಕರಾಮುವಿಯ ಅಂತರ್ಜಾಲ ತಾಣವನ್ನು ಕಾಲಕಾಲಕ್ಕೆ ವೀಕ್ಷಿಸಲು ಸೂಚಿಸಿದೆ. [640, 816, 1199, 831]
pg-heading: ಸ್ನಾತಕೋತ್ತರ ಪದವಿ ಕೋರ್ಸ್‌ಗಳು [34, 366, 193, 382]
divider [22, 843, 1539, 844]
centre-address: ಆಲ್ಕೋಳ ಸರ್ಕಲ್, ಎಲ್.ಐ.ಸಿ. ಕಛೇರಿ ಹತ್ತಿರ, ಸಾಗರ ರಸ್ತೆ, ಶಿವಮೊಗ್ಗ-577201, (ಮೊ): 9164467131 [946, 1165, 1538, 1208]
instruction-item: ◆ ಕರಾಮುವಿಯು ಯಾವುದೇ ವ್ಯಕ್ತಿ ಅಥವಾ ಸಂಸ್ಥೆಗೆ ವಿಶ್ವವಿದ್ಯಾನಿಲಯದ ಪರವಾಗಿ ಕಾರ್ಯನಿರ್ವಹಿಸಲು ಅಧಿಕಾರ ನೀಡಿರುವುದಿಲ್ಲ. ಅಂತಹ ಯಾವುದೇ ಬಾಹ್ಯ ವ್ಯಕ್ತಿಗಳ ವತಿಯಿಂದ ಅಭ್ಯರ್ಥಿಗಳು ನಷ್ಟಕ್ಕೊಳಗಾದಲ್ಲಿ ಅದಕ್ಕೆ ಯಾವುದೇ ರೀತಿಯಲ್ಲಿ ವಿಶ್ವವಿದ್ಯಾನಿಲಯವು ಹೊಣೆಯಾಗುವುದಿಲ್ಲ. ಆದ್ದರಿಂದ ಅಭ್ಯರ್ಥಿಗಳು, ಪೋಷಕರು ಹಾಗೂ ಸಾರ್ವಜನಿಕರು ಕರಾಮುವಿ ಕೇಂದ್ರ ಕಛೇರಿ ಮೈಸೂರು ಅಥವಾ ಕೆಳಗೆ ತಿಳಿಸಿರುವ ಯಾವುದೇ ಪ್ರಾದೇಶಿಕ ಕೇಂದ್ರಗಳನ್ನು ಮಾತ್ರ ಸಂಪರ್ಕಿಸಬಹುದಾಗಿದೆ. [640, 739, 1492, 789]
mlib-course: ◆ ಎಂ.ಲಿಬ್.ಐ ಎಸ್ಸಿ [34, 598, 131, 614]
table-row: 6. ಚಿಕ್ಕಮಗಳೂರು ಸಾಯಿ ಮಂದಿರ ರಸ್ತೆ, ಮಧುವನ ಬಡಾವಣೆ, ಚಿಕ್ಕಮಗಳೂರು– 577 101 (ಮೊ): 8197818807. 15. ರಾಮನಗರ ಶಾಂತಿನಿಕೇತನ್ ಗ್ರೂಪ್ ಆಫ್ ಇನ್ಸ್ಟಿಟ್ಯೂಷನ್ಸ್, ಬಿ.ಎಂ.ರಸ್ತೆ, ರಾಮನಗರ. ದೂ: (ಕ) 080-27274443, (ಮೊ): 9880526439. [23, 1122, 1539, 1165]
table-row: 7. ದಾವಣಗೆರೆ ಜೆ.ಹೆಚ್.ಪಟೇಲ್ ಬಡಾವಣೆ, ಶಾಮನೂರು ಹಿಂಭಾಗ, ನಾಗನೂರು ರಸ್ತೆ, ದಾವಣಗೆರೆ-577 004, (ಮೊ): 9008540090. 16. ಶಿವಮೊಗ್ಗ ಆಲ್ಕೋಳ ಸರ್ಕಲ್, ಎಲ್.ಐ.ಸಿ. ಕಛೇರಿ ಹತ್ತಿರ, ಸಾಗರ ರಸ್ತೆ, ಶಿವಮೊಗ್ಗ-577201, (ಮೊ): 9164467131 [23, 1165, 1539, 1208]
date-value: 28.07.2019 [1270, 1417, 1371, 1436]
ma-subjects: ಸಮಾಜಶಾಸ್ತ್ರ, ಸಮೂಹ ಸಂವಹನ ಮತ್ತು ಪತ್ರಿಕೋದ್ಯಮ. [150, 444, 410, 460]
column-divider [952, 1350, 953, 1378]
instruction-item: ◆ ಆನ್‌ಲೈನ್‌ನಲ್ಲಿ ಅರ್ಜಿ ಭರ್ತಿ ಮಾಡಿದ ನಂತರ ಪ್ರವೇಶಾತಿ ಅರ್ಜಿಯನ್ನು ಡೌನ್‌ಲೋಡ್ ಮಾಡಿಕೊಳ್ಳುವುದು. [640, 411, 1073, 426]
centre-address: ಕನ್ನಡ ಅಧ್ಯಯನ ಸಂಸ್ಥೆ, ಗುಲ್ಬರ್ಗಾ ವಿಶ್ವವಿದ್ಯಾನಿಲಯ ಆವರಣ, ಕಲ್ಬುರ್ಗಿ – 585106 ದೂ: (ಕ) 08472-265868, (ಮೊ): 99167-83555. [946, 906, 1538, 949]
bullet-icon: ◆ [640, 411, 650, 425]
date-label: ರೂ.400/– ದಂಡ ಶುಲ್ಕದೊಂದಿಗೆ [120, 1478, 293, 1496]
msc-subjects: ಆಂಡ್ ಡಯಟೆಟಿಕ್ಸ್, ಪರಿಸರ ವಿಜ್ಞಾನ, ಕಂಪ್ಯೂಟರ್ ವಿಜ್ಞಾನ, ಭೂಗೋಳಶಾಸ್ತ್ರ, [140, 538, 498, 554]
regional-centres-heading: ಪ್ರಾದೇಶಿಕ ಕೇಂದ್ರಗಳು [638, 859, 916, 889]
courses-heading: ಕೋರ್ಸ್‌ಗಳು: [28, 287, 97, 305]
university-title: ಕರ್ನಾಟಕ ರಾಜ್ಯ ಮುಕ್ತ ವಿಶ್ವವಿದ್ಯಾನಿಲಯ [478, 18, 976, 61]
dates-left-heading: ಬಿಎ/ಬಿ.ಕಾಂ, ಎಂಎ/ಎಂ.ಕಾಂ, ಎಂ.ಎಸ್ಸಿ/ಬಿ.ಲಿಬ್.ಐ ಎಸ್ಸಿ/ಎಂ.ಲಿಬ್.ಐ ಎಸ್ಸಿ, ಡಿಪ್ಲೋಮಾ/ಪಿಜಿ ಡಿಪ್ಲೋಮ/ಸರ್ಟಿಫಿಕೇಟ್ ಕೋರ್ಸ್‌ಗಳಿಗೆ [26, 1355, 612, 1371]
website-link[interactable]: Website: www.ksoumysore.karnataka.gov.in) [938, 111, 1291, 129]
table-row: 3. ಬೆಂಗಳೂರು-2 ಬಾಲಕಿಯರ ಸರ್ಕಾರಿ ಪಿ.ಯು. ಕಾಲೇಜ್, 4ನೇ ಮುಖ್ಯ ರಸ್ತೆ, 13ಕ್ರಾಸ್, ಮಲ್ಲೇಶ್ವರಂ, ಬೆಂಗಳೂರು-03. ದೂ: (ಕ) 080-23448811, (ಮೊ): 9844506629. 12. ಕೋಲಾರ ಎಸ್.ಪಿ. ಕಛೇರಿ ಹಿಂಭಾಗ, ಆರ್.ಎಲ್.ಜಾಲಪ್ಪ ಆಸ್ಪತ್ರೆ ಸಮೀಪ, ಕೋಲಾರ – 563 101, (ಮೊ):8970223247. [23, 992, 1539, 1035]
centre-address: ಜಿಲ್ಲಾ ಪಂಚಾಯತ್ ಕಛೇರಿ ಹಳೇ ಕಟ್ಟಡ, ಬನ್ನಂಜೆ, ಉಡುಪಿ – 576 101. ದೂ: (ಕ) 0820-2522247, (ಮೊ): 9972526647. [946, 1251, 1538, 1294]
important-dates-heading: ಪ್ರವೇಶಾತಿಗೆ ಸಂಬಂಧಿಸಿದ ಮುಖ್ಯ ದಿನಾಂಕಗಳು [552, 1310, 996, 1340]
instruction-item: ◆ ಶುಲ್ಕ ವಿನಾಯಿತಿ ಯೋಜನೆಯಡಿ ಪ್ರವೇಶಾತಿ ಹೊಂದುವ ಪರಿಶಿಷ್ಟ ಜಾತಿ ಮತ್ತು ಪರಿಶಿಷ್ಟ ಪಂಗಡದ ವಿದ್ಯಾರ್ಥಿಗಳು ಸರ್ಕಾರವು ನಿಗದಿಪಡಿಸಿರುವ ಕರ್ನಾಟಕ ಸರ್ಕಾರದ ಸಮಾಜ ಕಲ್ಯಾಣ ಇಲಾಖೆಯ ಪೋರ್ಟಲ್‌ನಲ್ಲಿ ನೊಂದಾಯಿಸಿಕೊಂಡು ಆನ್‌ಲೈನ್ ಸಂಖ್ಯೆಯೊಂದಿಗೆ ದಾಖಲಾತಿಗಳನ್ನು ಸಲ್ಲಿಸುವುದು ಕಡ್ಡಾಯವಾಗಿರುತ್ತದೆ. [640, 612, 1473, 645]
